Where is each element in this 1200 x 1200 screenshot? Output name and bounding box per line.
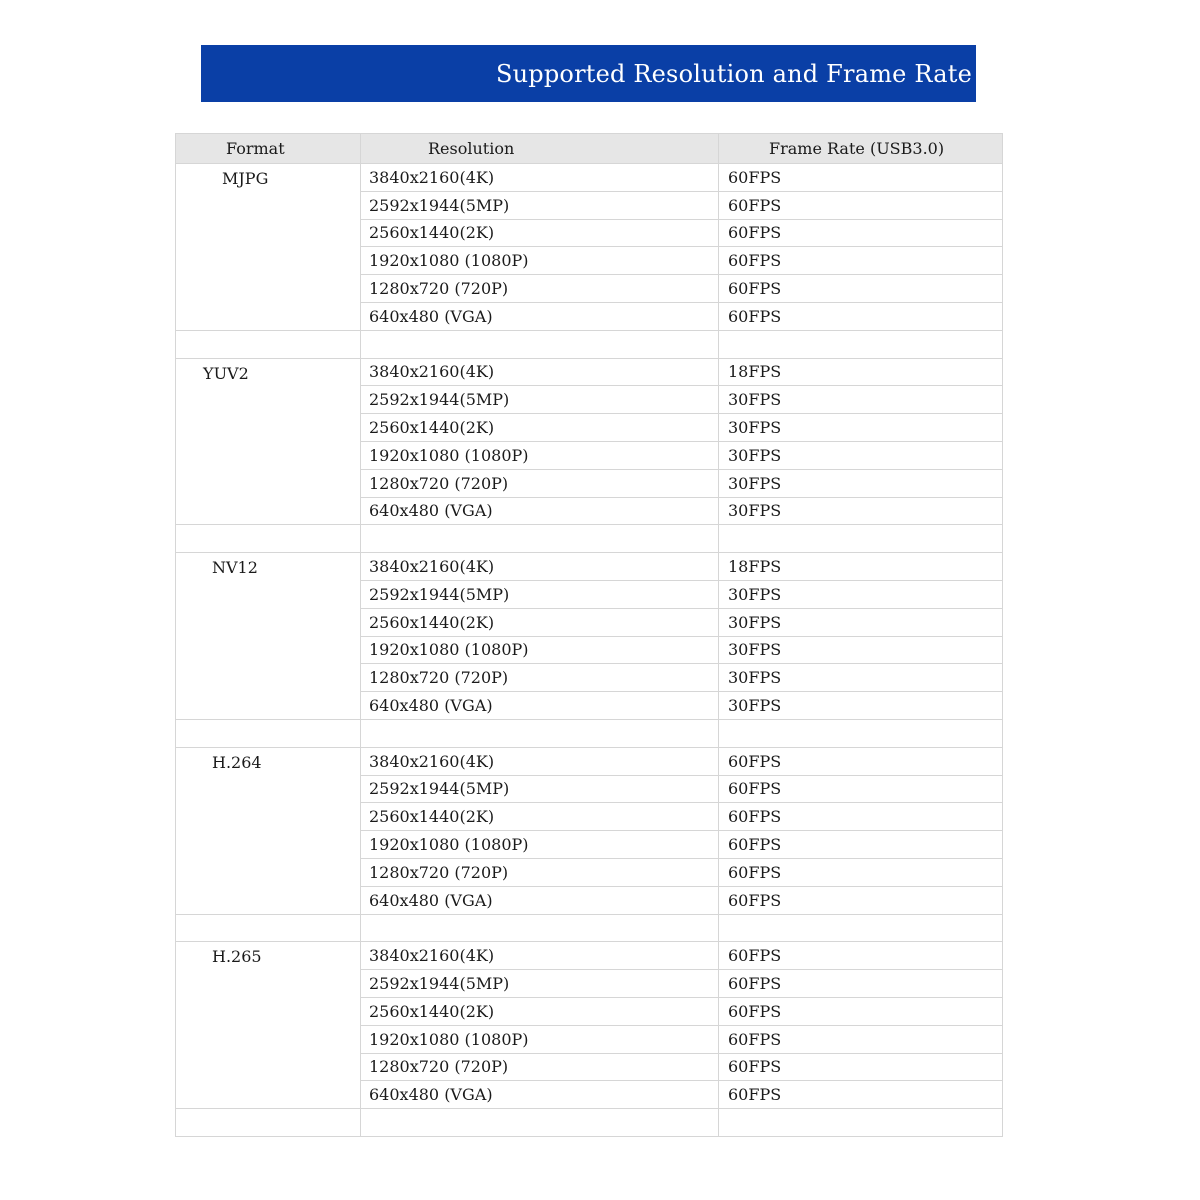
- frame-rate-cell: 60FPS: [719, 191, 1003, 219]
- header-resolution: Resolution: [361, 134, 719, 164]
- resolution-cell: 2592x1944(5MP): [361, 386, 719, 414]
- resolution-cell: 640x480 (VGA): [361, 302, 719, 330]
- page-title: Supported Resolution and Frame Rate: [496, 59, 972, 88]
- resolution-cell: 3840x2160(4K): [361, 747, 719, 775]
- resolution-cell: 2560x1440(2K): [361, 997, 719, 1025]
- frame-rate-cell: 60FPS: [719, 831, 1003, 859]
- frame-rate-cell: 18FPS: [719, 553, 1003, 581]
- table-row: [176, 747, 1003, 775]
- empty-cell: [361, 525, 719, 553]
- table-header-row: [176, 134, 1003, 164]
- frame-rate-cell: 60FPS: [719, 942, 1003, 970]
- resolution-cell: 2592x1944(5MP): [361, 191, 719, 219]
- table-row: [176, 553, 1003, 581]
- frame-rate-cell: 30FPS: [719, 441, 1003, 469]
- empty-cell: [176, 719, 361, 747]
- spacer-row: [176, 719, 1003, 747]
- resolution-cell: 3840x2160(4K): [361, 553, 719, 581]
- resolution-cell: 2560x1440(2K): [361, 803, 719, 831]
- spacer-row: [176, 525, 1003, 553]
- frame-rate-cell: 30FPS: [719, 636, 1003, 664]
- frame-rate-cell: 60FPS: [719, 803, 1003, 831]
- frame-rate-cell: 30FPS: [719, 692, 1003, 720]
- header-frame-rate: Frame Rate (USB3.0): [719, 134, 1003, 164]
- spacer-row: [176, 914, 1003, 942]
- resolution-cell: 1280x720 (720P): [361, 275, 719, 303]
- spacer-row: [176, 330, 1003, 358]
- header-format: Format: [176, 134, 361, 164]
- empty-cell: [361, 1109, 719, 1137]
- empty-cell: [176, 914, 361, 942]
- frame-rate-cell: 30FPS: [719, 497, 1003, 525]
- empty-cell: [719, 719, 1003, 747]
- empty-cell: [719, 914, 1003, 942]
- table-row: [176, 942, 1003, 970]
- frame-rate-cell: 60FPS: [719, 858, 1003, 886]
- frame-rate-cell: 30FPS: [719, 664, 1003, 692]
- frame-rate-cell: 30FPS: [719, 386, 1003, 414]
- frame-rate-cell: 60FPS: [719, 1053, 1003, 1081]
- frame-rate-cell: 60FPS: [719, 247, 1003, 275]
- resolution-cell: 2560x1440(2K): [361, 608, 719, 636]
- resolution-cell: 1280x720 (720P): [361, 858, 719, 886]
- frame-rate-cell: 60FPS: [719, 164, 1003, 192]
- format-cell: YUV2: [176, 358, 361, 525]
- resolution-frame-rate-table: [175, 133, 1003, 1137]
- resolution-cell: 2592x1944(5MP): [361, 970, 719, 998]
- resolution-cell: 1920x1080 (1080P): [361, 1025, 719, 1053]
- resolution-cell: 2592x1944(5MP): [361, 775, 719, 803]
- title-banner: [201, 45, 976, 102]
- frame-rate-cell: 60FPS: [719, 970, 1003, 998]
- format-cell: H.264: [176, 747, 361, 914]
- resolution-cell: 1920x1080 (1080P): [361, 636, 719, 664]
- empty-cell: [719, 1109, 1003, 1137]
- frame-rate-cell: 60FPS: [719, 886, 1003, 914]
- frame-rate-cell: 60FPS: [719, 997, 1003, 1025]
- resolution-cell: 1280x720 (720P): [361, 469, 719, 497]
- empty-cell: [176, 525, 361, 553]
- resolution-cell: 3840x2160(4K): [361, 164, 719, 192]
- resolution-cell: 1920x1080 (1080P): [361, 831, 719, 859]
- frame-rate-cell: 60FPS: [719, 219, 1003, 247]
- resolution-cell: 1280x720 (720P): [361, 664, 719, 692]
- format-cell: NV12: [176, 553, 361, 720]
- spacer-row: [176, 1109, 1003, 1137]
- resolution-cell: 3840x2160(4K): [361, 358, 719, 386]
- resolution-cell: 640x480 (VGA): [361, 886, 719, 914]
- resolution-cell: 2560x1440(2K): [361, 219, 719, 247]
- resolution-cell: 640x480 (VGA): [361, 692, 719, 720]
- table-body: [176, 164, 1003, 1137]
- empty-cell: [361, 719, 719, 747]
- empty-cell: [361, 914, 719, 942]
- resolution-cell: 1280x720 (720P): [361, 1053, 719, 1081]
- empty-cell: [719, 525, 1003, 553]
- empty-cell: [719, 330, 1003, 358]
- resolution-cell: 2592x1944(5MP): [361, 580, 719, 608]
- resolution-cell: 1920x1080 (1080P): [361, 441, 719, 469]
- frame-rate-cell: 60FPS: [719, 1081, 1003, 1109]
- frame-rate-cell: 30FPS: [719, 469, 1003, 497]
- empty-cell: [176, 1109, 361, 1137]
- table-row: [176, 164, 1003, 192]
- frame-rate-cell: 30FPS: [719, 414, 1003, 442]
- resolution-cell: 2560x1440(2K): [361, 414, 719, 442]
- format-cell: MJPG: [176, 164, 361, 331]
- table-row: [176, 358, 1003, 386]
- resolution-cell: 1920x1080 (1080P): [361, 247, 719, 275]
- frame-rate-cell: 60FPS: [719, 302, 1003, 330]
- empty-cell: [176, 330, 361, 358]
- format-cell: H.265: [176, 942, 361, 1109]
- resolution-cell: 640x480 (VGA): [361, 1081, 719, 1109]
- frame-rate-cell: 60FPS: [719, 275, 1003, 303]
- frame-rate-cell: 60FPS: [719, 775, 1003, 803]
- resolution-cell: 640x480 (VGA): [361, 497, 719, 525]
- frame-rate-cell: 30FPS: [719, 580, 1003, 608]
- empty-cell: [361, 330, 719, 358]
- frame-rate-cell: 60FPS: [719, 747, 1003, 775]
- resolution-cell: 3840x2160(4K): [361, 942, 719, 970]
- frame-rate-cell: 60FPS: [719, 1025, 1003, 1053]
- frame-rate-cell: 30FPS: [719, 608, 1003, 636]
- frame-rate-cell: 18FPS: [719, 358, 1003, 386]
